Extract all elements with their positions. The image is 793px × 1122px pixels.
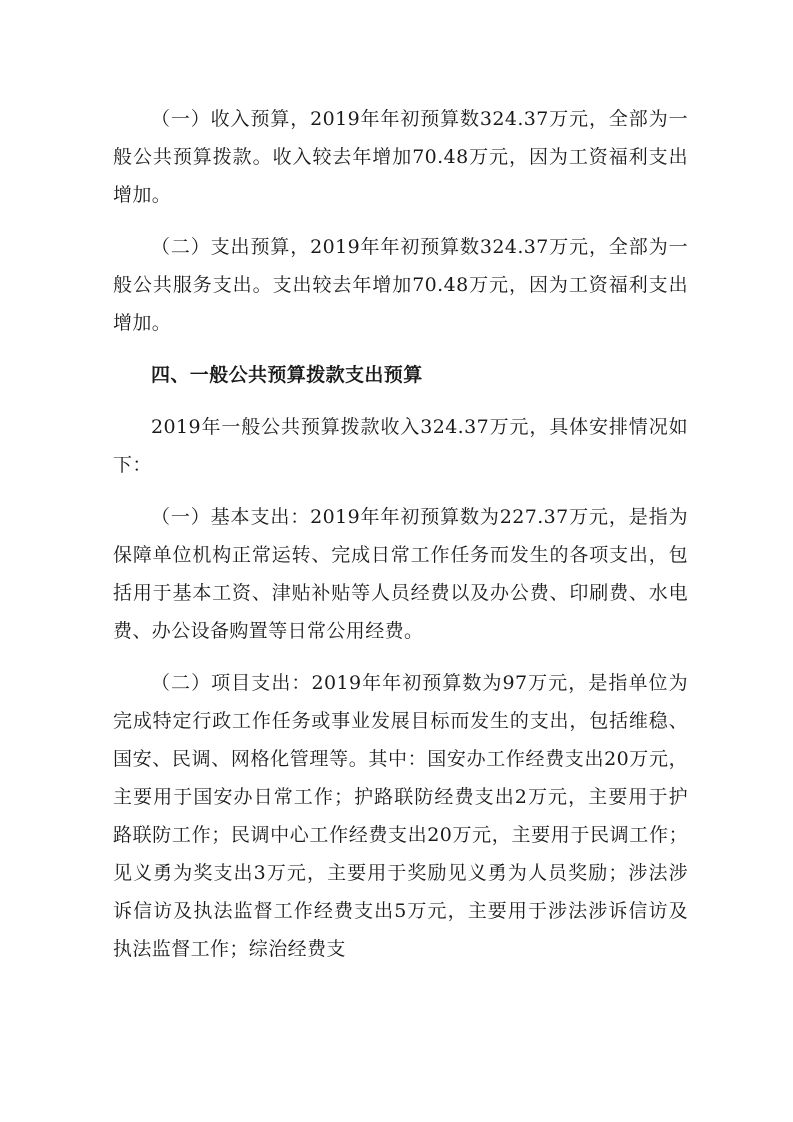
document-page (113, 100, 688, 982)
paragraph-income-budget: （一）收入预算，2019年年初预算数324.37万元，全部为一般公共预算拨款。收入较去年增加70.48万元，因为工资福利支出增加。 (113, 108, 688, 206)
paragraph-basic-expenditure: （一）基本支出：2019年年初预算数为227.37万元，是指为保障单位机构正常运转、完成日常工作任务而发生的各项支出，包括用于基本工资、津贴补贴等人员经费以及办公费、印刷费、水电费、办公设备购置等日常公用经费。 (113, 506, 688, 642)
paragraph-expenditure-budget: （二）支出预算，2019年年初预算数324.37万元，全部为一般公共服务支出。支出较去年增加70.48万元，因为工资福利支出增加。 (113, 236, 688, 334)
paragraph-project-expenditure: （二）项目支出：2019年年初预算数为97万元，是指单位为完成特定行政工作任务或事业发展目标而发生的支出，包括维稳、国安、民调、网格化管理等。其中：国安办工作经费支出20万元，主要用于国安办日常工作；护路联防经费支出2万元，主要用于护路联防工作；民调中心工作经费支出20万元，主要用于民调工作；见义勇为奖支出3万元，主要用于奖励见义勇为人员奖励；涉法涉诉信访及执法监督工作经费支出5万元，主要用于涉法涉诉信访及执法监督工作；综治经费支 (113, 672, 688, 960)
paragraph-appropriation-intro: 2019年一般公共预算拨款收入324.37万元，具体安排情况如下： (113, 416, 688, 476)
section-heading: 四、一般公共预算拨款支出预算 (151, 364, 423, 386)
